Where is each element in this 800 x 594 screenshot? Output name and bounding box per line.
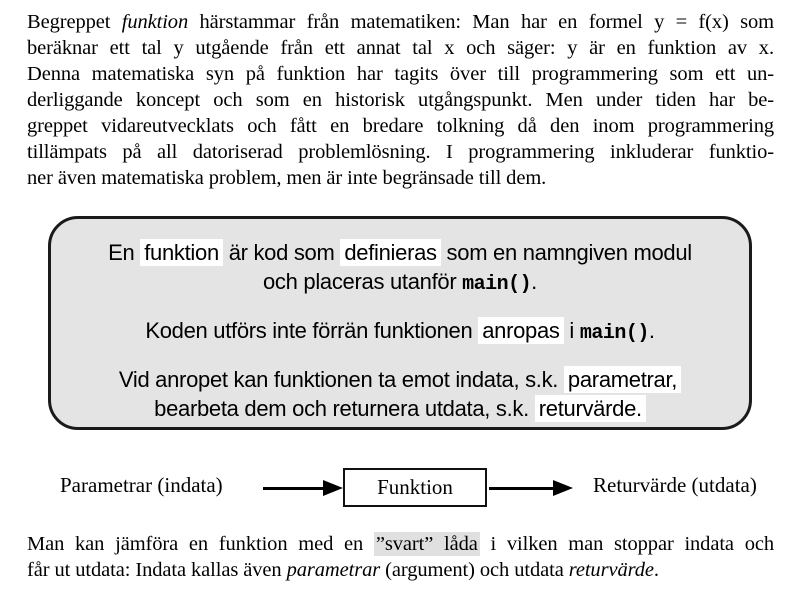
arrow-right-icon	[263, 480, 343, 496]
text-segment: Man kan jämföra en funktion med en	[27, 533, 374, 555]
text-segment: main()	[579, 322, 649, 345]
text-segment: parametrar,	[564, 366, 681, 393]
arrow-right-icon	[489, 480, 573, 496]
text-segment: Vid anropet kan funktionen ta emot indata, s.k.	[118, 367, 564, 392]
text-segment: funktion	[140, 239, 223, 266]
intro-paragraph	[27, 9, 774, 191]
text-segment: main()	[462, 273, 532, 296]
text-segment: härstammar från matematiken: Man har en formel y = f(x) som	[188, 11, 775, 33]
text-segment: ner även matematiska problem, men är inte begränsade till dem.	[27, 167, 547, 189]
arrow-shaft	[263, 487, 325, 490]
definition-paragraph	[73, 238, 727, 299]
text-segment: returvärde.	[535, 395, 646, 422]
text-segment: i	[563, 318, 580, 343]
definition-paragraph	[73, 365, 727, 423]
outro-paragraph	[27, 531, 774, 583]
text-line	[27, 113, 774, 139]
text-segment: Koden utförs inte förrän funktionen	[145, 318, 479, 343]
text-segment: anropas	[478, 317, 563, 344]
text-segment: parametrar	[286, 559, 381, 581]
text-line	[27, 35, 774, 61]
text-segment: i vilken man stoppar indata och	[479, 533, 774, 555]
text-line	[27, 139, 774, 165]
text-segment: greppet vidareutvecklats och fått en bredare tolkning då den inom programmering	[27, 115, 774, 137]
text-line	[27, 531, 774, 557]
text-segment: En	[108, 240, 141, 265]
text-segment: som en namngiven modul	[440, 240, 692, 265]
function-flow-diagram	[0, 460, 800, 520]
text-line	[73, 238, 727, 267]
text-segment: definieras	[340, 239, 440, 266]
function-box	[343, 468, 487, 507]
arrow-head	[553, 480, 573, 496]
text-line	[27, 557, 774, 583]
text-segment: och placeras utanför	[263, 269, 463, 294]
definition-box	[48, 216, 752, 430]
text-segment: funktion	[121, 11, 189, 33]
text-line	[27, 9, 774, 35]
output-label: Returvärde (utdata)	[593, 473, 757, 497]
text-segment: derliggande koncept och som en historisk utgångspunkt. Men under tiden har be-	[27, 89, 774, 111]
text-segment: bearbeta dem och returnera utdata, s.k.	[154, 396, 535, 421]
text-segment: Denna matematiska syn på funktion har tagits över till programmering som ett un-	[27, 63, 774, 85]
arrow-shaft	[489, 487, 555, 490]
text-line	[73, 267, 727, 299]
text-segment: returvärde	[568, 559, 654, 581]
text-segment: .	[531, 269, 537, 294]
text-segment: tillämpats på all datoriserad problemlösning. I programmering inkluderar funktio-	[27, 141, 774, 163]
text-segment: .	[648, 318, 655, 343]
definition-paragraph	[73, 316, 727, 348]
text-line	[73, 394, 727, 423]
arrow-head	[323, 480, 343, 496]
text-line	[73, 365, 727, 394]
text-line	[73, 316, 727, 348]
input-label: Parametrar (indata)	[60, 473, 223, 497]
text-segment: ”svart” låda	[375, 533, 478, 555]
text-line	[27, 165, 774, 191]
text-segment: får ut utdata: Indata kallas även	[27, 559, 287, 581]
text-line	[27, 87, 774, 113]
text-segment: (argument) och utdata	[380, 559, 569, 581]
text-segment: beräknar ett tal y utgående från ett annat tal x och säger: y är en funktion av x.	[27, 37, 774, 59]
text-segment: Begreppet	[27, 11, 122, 33]
text-segment: .	[653, 559, 659, 581]
text-segment: är kod som	[222, 240, 341, 265]
text-line	[27, 61, 774, 87]
function-box-label: Funktion	[377, 475, 453, 499]
